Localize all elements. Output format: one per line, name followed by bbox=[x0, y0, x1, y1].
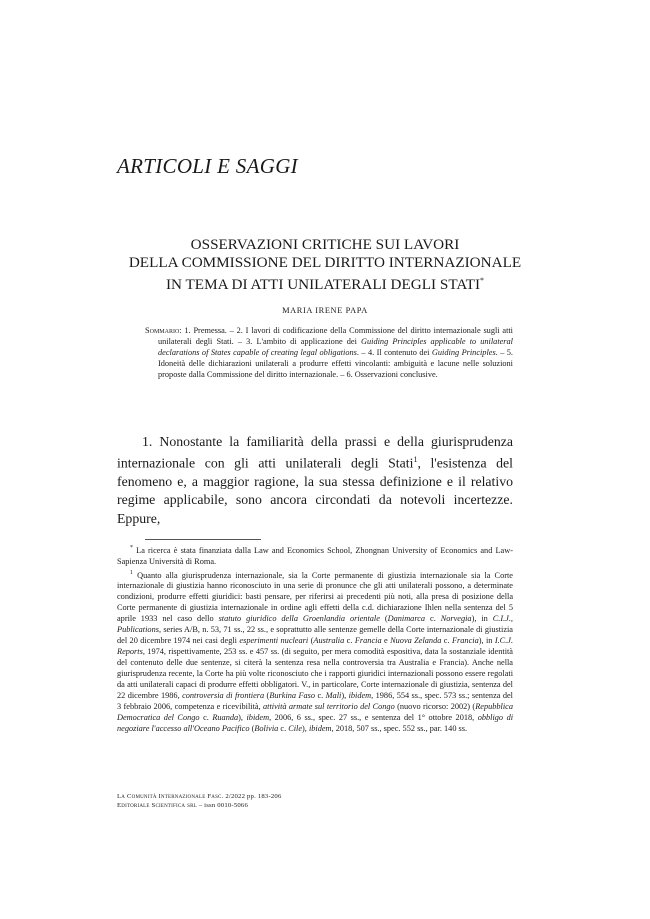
fn-part: ( bbox=[249, 723, 255, 733]
summary-italic: Guiding Principles bbox=[431, 347, 496, 357]
fn-part: , 1986, 554 ss., spec. 573 ss.; sentenza del 3 febbraio 2006, competenza e ricevibilità, bbox=[117, 690, 513, 711]
fn-italic: statuto giuridico della Groenlandia orientale bbox=[218, 614, 380, 624]
fn-part: ( bbox=[379, 614, 388, 624]
fn-part: ), in bbox=[478, 636, 495, 646]
body-text bbox=[117, 433, 513, 528]
title-line-1: OSSERVAZIONI CRITICHE SUI LAVORI bbox=[190, 236, 460, 253]
fn-italic: ibidem bbox=[246, 712, 270, 722]
footnotes bbox=[117, 543, 513, 735]
footer-line-2 bbox=[117, 801, 282, 810]
fn-italic: Francia bbox=[451, 636, 479, 646]
fn-part: ), bbox=[341, 690, 349, 700]
body-paragraph bbox=[117, 433, 513, 528]
fn-part: ( bbox=[264, 690, 270, 700]
fn-part: (nuovo ricorso: 2002) ( bbox=[394, 701, 476, 711]
summary bbox=[145, 326, 513, 381]
title-line-3 bbox=[110, 272, 540, 294]
fn-part: , series A/B, n. 53, 71 ss., 22 ss., e soprattutto alle sentenze gemelle della Corte internazionale di giustizia del 20 dicembre 1974 nei casi degli bbox=[117, 625, 513, 646]
summary-label: Sommario: bbox=[145, 326, 182, 335]
summary-text bbox=[145, 326, 513, 381]
fn-part: c. bbox=[344, 636, 355, 646]
fn-part: , 1974, rispettivamente, 253 ss. e 457 ss. (di seguito, per mera comodità espositiva, data la sostanziale identità del contenuto delle due sentenze, si citerà la sentenza resa nella controversia tra Australia e Francia). Anche nella giurisprudenza recente, la Corte ha più volte riconosciuto che i rapporti giuridici internazionali possono essere regolati da atti unilaterali capaci di produrre effetti obbligatori. V., in particolare, Corte internazionale di giustizia, sentenza del 22 dicembre 1986, bbox=[117, 647, 513, 700]
summary-italic: Guiding Principles applicable to unilateral declarations of States capable of creating legal obligations bbox=[158, 336, 513, 357]
footnote-mark: 1 bbox=[130, 569, 133, 576]
fn-part: e bbox=[381, 636, 391, 646]
fn-part: ), bbox=[238, 712, 247, 722]
fn-italic: Francia bbox=[354, 636, 382, 646]
fn-italic: Ruanda bbox=[212, 712, 239, 722]
fn-italic: obbligo di negoziare l'accesso all'Oceano Pacifico bbox=[117, 712, 514, 733]
fn-part: c. bbox=[278, 723, 289, 733]
fn-part: c. bbox=[441, 636, 452, 646]
fn-part: ( bbox=[308, 636, 314, 646]
summary-part: . – 4. Il contenuto dei bbox=[356, 347, 432, 357]
fn-italic: Repubblica Democratica del Congo bbox=[117, 701, 513, 722]
fn-part: Quanto alla giurisprudenza internazionale, sia la Corte permanente di giustizia internazionale sia la Corte internazionale di giustizia hanno riconosciuto in una serie di pronunce che gli atti unilaterali possono, a determinate condizioni, produrre effetti giuridici: basti pensare, per riferirsi ai precedenti più noti, alla presa di posizione della Corte permanente di giustizia internazionale in ordine agli effetti della c.d. dichiarazione Ihlen nella sentenza del 5 aprile 1933 nel caso dello bbox=[117, 570, 513, 624]
title-footnote-mark[interactable]: * bbox=[480, 276, 484, 285]
footer-line-1 bbox=[117, 792, 282, 801]
body-part: 1. Nonostante la familiarità della prassi e della giurisprudenza internazionale con gli atti unilaterali degli Stati bbox=[117, 434, 513, 471]
fn-italic: Nuova Zelanda bbox=[390, 636, 442, 646]
fn-italic: esperimenti nucleari bbox=[239, 636, 309, 646]
footer-publisher: Editoriale Scientifica srl bbox=[117, 802, 197, 809]
page-footer bbox=[117, 792, 282, 810]
title-line-3-text: IN TEMA DI ATTI UNILATERALI DEGLI STATI bbox=[165, 276, 480, 294]
summary-part: . – 5. Idoneità delle dichiarazioni unilaterali a produrre effetti vincolanti: ambiguità e lacune nelle soluzioni proposte dalla Commissione del diritto internazionale. – 6. Osservazioni conclusive. bbox=[158, 347, 514, 379]
fn-italic: Norvegia bbox=[440, 614, 472, 624]
fn-italic: Bolivia bbox=[254, 723, 279, 733]
fn-italic: ibidem bbox=[308, 723, 332, 733]
footer-issn: – issn 0010-5066 bbox=[196, 802, 249, 809]
footnote-mark: * bbox=[130, 545, 133, 551]
fn-part: , 2018, 507 ss., spec. 552 ss., par. 140 ss. bbox=[331, 723, 468, 733]
fn-italic: controversia di frontiera bbox=[182, 690, 265, 700]
title-line-2: DELLA COMMISSIONE DEL DIRITTO INTERNAZIONALE bbox=[128, 254, 522, 271]
footnote-star bbox=[117, 543, 513, 568]
footnote-separator bbox=[145, 539, 261, 540]
fn-italic: attività armate sul territorio del Congo bbox=[263, 701, 395, 711]
fn-italic: ibidem bbox=[348, 690, 372, 700]
summary-part: 1. Premessa. – 2. I lavori di codificazione della Commissione del diritto internazionale sugli atti unilaterali degli Stati. – 3. L'ambito di applicazione dei bbox=[158, 326, 513, 346]
section-heading: ARTICOLI E SAGGI bbox=[117, 154, 298, 178]
fn-italic: Australia bbox=[313, 636, 345, 646]
footer-journal: La Comunità Internazionale Fasc. bbox=[117, 793, 224, 800]
fn-part: c. bbox=[315, 690, 326, 700]
fn-part: ), bbox=[302, 723, 309, 733]
fn-part: c. bbox=[425, 614, 441, 624]
author-name: MARIA IRENE PAPA bbox=[282, 306, 368, 315]
fn-italic: I.C.J. Reports bbox=[117, 636, 514, 657]
article-title bbox=[110, 236, 540, 294]
footnote-text: La ricerca è stata finanziata dalla Law and Economics School, Zhongnan University of Economics and Law-Sapienza Università di Roma. bbox=[117, 545, 513, 566]
fn-part: c. bbox=[199, 712, 213, 722]
footer-issue: 2/2022 pp. 183-206 bbox=[223, 793, 282, 800]
fn-italic: Cile bbox=[288, 723, 303, 733]
body-footnote-mark[interactable]: 1 bbox=[413, 455, 418, 465]
fn-italic: Danimarca bbox=[387, 614, 426, 624]
body-part: , l'esistenza del fenomeno e, a maggior ragione, la sua stessa definizione e il relativo regime applicabile, sono ancora circondati da notevoli incertezze. Eppure, bbox=[117, 455, 513, 526]
fn-part: ), in bbox=[471, 614, 493, 624]
fn-italic: C.I.J., Publications bbox=[117, 614, 514, 635]
fn-italic: Burkina Faso bbox=[269, 690, 316, 700]
fn-italic: Mali bbox=[325, 690, 342, 700]
fn-part: , 2006, 6 ss., spec. 27 ss., e sentenza del 1° ottobre 2018, bbox=[269, 712, 478, 722]
footnote-1 bbox=[117, 568, 513, 735]
